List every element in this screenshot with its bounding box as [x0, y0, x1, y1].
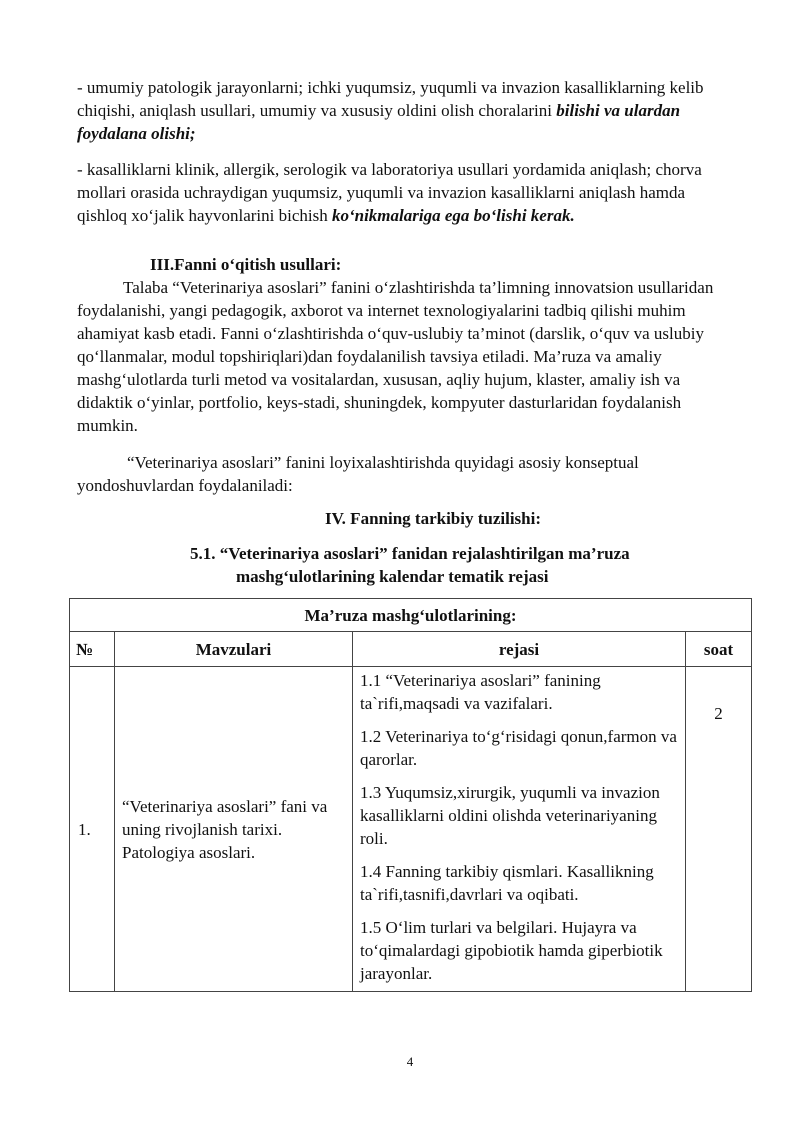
- lecture-schedule-table: [69, 598, 752, 992]
- section-heading-teaching-methods: III.Fanni o‘qitish usullari:: [150, 255, 342, 274]
- row-plan: [353, 667, 686, 992]
- plan-item: 1.1 “Veterinariya asoslari” fanining ta`rifi,maqsadi va vazifalari.: [360, 671, 601, 713]
- plan-item: 1.3 Yuqumsiz,xirurgik, yuqumli va invazion kasalliklarni oldini olishda veterinariyaning roli.: [360, 783, 660, 848]
- header-number: №: [70, 632, 115, 667]
- header-topics: Mavzulari: [115, 632, 353, 667]
- paragraph-text: - kasalliklarni klinik, allergik, serologik va laboratoriya usullari yordamida aniqlash; chorva mollari orasida uchraydigan yuqumsiz, yuqumli va invazion kasalliklarni aniqlash hamda qishloq xo‘jalik hayvonlarini bichish: [77, 160, 702, 225]
- paragraph-teaching-methods: Talaba “Veterinariya asoslari” fanini o‘zlashtirishda ta’limning innovatsion usullaridan foydalanishi, yangi pedagogik, axborot va internet texnologiyalarini tadbiq qilishi muhim ahamiyat kasb etadi. Fanni o‘zlashtirishda o‘quv-uslubiy ta’minot (darslik, o‘quv va uslubiy qo‘llanmalar, modul topshiriqlari)dan foydalanilish tavsiya etiladi. Ma’ruza va amaliy mashg‘ulotlarda turli metod va vositalardan, xususan, aqliy hujum, klaster, amaliy ish va didaktik o‘yinlar, portfolio, keys-stadi, shuningdek, kompyuter dasturlaridan foydalanish mumkin.: [77, 278, 714, 435]
- row-hours: 2: [686, 667, 752, 992]
- plan-item: 1.2 Veterinariya to‘g‘risidagi qonun,farmon va qarorlar.: [360, 727, 677, 769]
- paragraph-conceptual-approaches: “Veterinariya asoslari” fanini loyixalashtirishda quyidagi asosiy konseptual yondoshuvlardan foydalaniladi:: [77, 453, 639, 495]
- table-title-row: [70, 599, 752, 632]
- header-hours: soat: [686, 632, 752, 667]
- paragraph-emphasis: bilishi va ulardan foydalana olishi;: [77, 101, 681, 143]
- plan-item: 1.5 O‘lim turlari va belgilari. Hujayra va to‘qimalardagi gipobiotik hamda giperbiotik jarayonlar.: [360, 918, 663, 983]
- paragraph-skills: [77, 158, 737, 227]
- table-title: Ma’ruza mashg‘ulotlarining:: [70, 599, 752, 632]
- row-number: 1.: [70, 667, 115, 992]
- section-heading-structure: IV. Fanning tarkibiy tuzilishi:: [324, 509, 542, 528]
- row-topic: “Veterinariya asoslari” fani va uning rivojlanish tarixi. Patologiya asoslari.: [115, 667, 353, 992]
- paragraph-text: - umumiy patologik jarayonlarni; ichki yuqumsiz, yuqumli va invazion kasalliklarning kelib chiqishi, aniqlash usullari, umumiy va xususiy oldini olish choralarini: [77, 78, 704, 120]
- table-caption-line1: 5.1. “Veterinariya asoslari” fanidan rejalashtirilgan ma’ruza: [190, 544, 630, 563]
- table-header-row: [70, 632, 752, 667]
- page-number: 4: [406, 1054, 414, 1069]
- table-caption-line2: mashg‘ulotlarining kalendar tematik rejasi: [236, 567, 549, 586]
- paragraph-emphasis: ko‘nikmalariga ega bo‘lishi kerak.: [331, 206, 575, 225]
- table-row: [70, 667, 752, 992]
- header-plan: rejasi: [353, 632, 686, 667]
- paragraph-knowledge: [77, 76, 737, 145]
- plan-item: 1.4 Fanning tarkibiy qismlari. Kasallikning ta`rifi,tasnifi,davrlari va oqibati.: [360, 862, 654, 904]
